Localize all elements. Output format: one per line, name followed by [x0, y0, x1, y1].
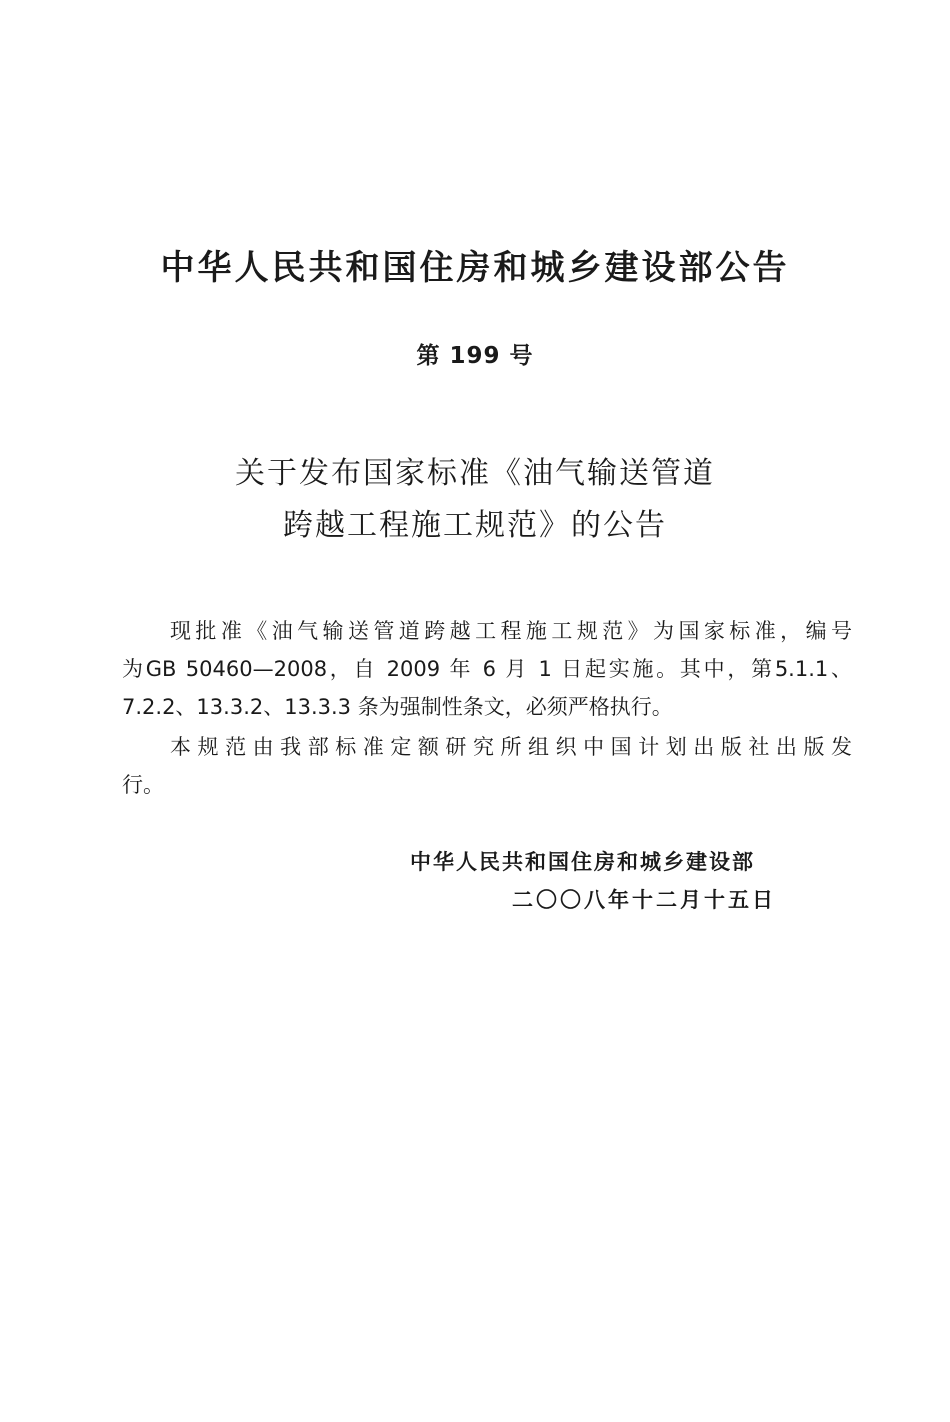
approval-paragraph-line: 7.2.2、13.3.2、13.3.3 条为强制性条文，必须严格执行。	[122, 695, 673, 719]
notice-number: 第 199 号	[416, 343, 534, 369]
subject-line-1: 关于发布国家标准《油气输送管道	[235, 456, 715, 491]
publication-paragraph-line: 行。	[122, 773, 164, 797]
approval-paragraph-line: 现批准《油气输送管道跨越工程施工规范》为国家标准，编号	[170, 619, 852, 643]
publication-paragraph-line: 本规范由我部标准定额研究所组织中国计划出版社出版发	[170, 735, 852, 759]
announcement-title: 中华人民共和国住房和城乡建设部公告	[160, 248, 790, 288]
approval-paragraph-line: 为GB 50460—2008，自 2009 年 6 月 1 日起实施。其中，第5.1.1、	[122, 657, 852, 681]
publication-paragraph	[122, 728, 852, 804]
issue-date: 二〇〇八年十二月十五日	[512, 888, 776, 912]
issuing-authority: 中华人民共和国住房和城乡建设部	[410, 850, 755, 874]
approval-paragraph	[122, 612, 852, 726]
subject-line-2: 跨越工程施工规范》的公告	[283, 508, 667, 543]
